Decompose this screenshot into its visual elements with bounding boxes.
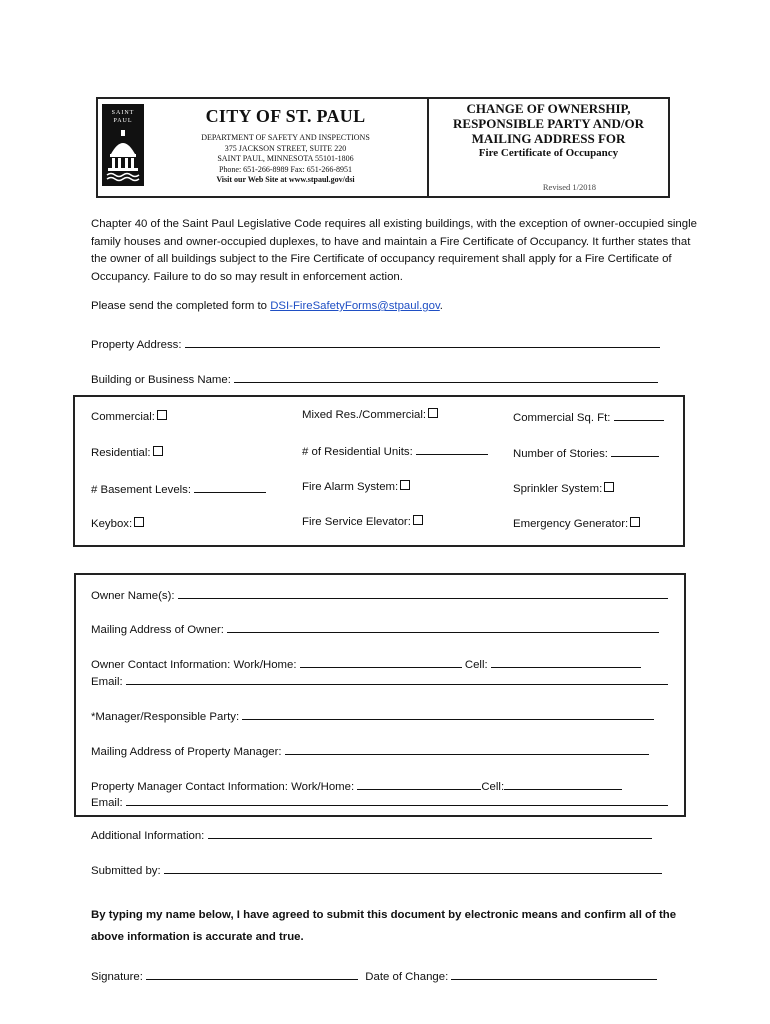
owner-names-field[interactable] — [178, 588, 668, 599]
commercial-row — [91, 410, 167, 423]
send-suffix: . — [439, 300, 443, 312]
seal-text-bottom: PAUL — [113, 118, 133, 124]
owner-names-row — [91, 588, 668, 602]
owner-email-field[interactable] — [126, 674, 668, 685]
city-name: CITY OF ST. PAUL — [205, 106, 366, 126]
revised-date: Revised 1/2018 — [542, 182, 596, 192]
mixed-row — [302, 408, 438, 421]
form-title-line-3: MAILING ADDRESS FOR — [471, 131, 626, 146]
signature-label: Signature: — [91, 971, 143, 983]
owner-email-row — [91, 674, 668, 688]
commercial-label: Commercial: — [91, 411, 155, 423]
send-instructions — [91, 298, 701, 316]
email-link[interactable]: DSI-FireSafetyForms@stpaul.gov — [270, 300, 440, 312]
building-name-row — [91, 372, 658, 386]
res-units-field[interactable] — [416, 444, 488, 455]
keybox-label: Keybox: — [91, 518, 133, 530]
manager-contact-row — [91, 779, 622, 793]
elevator-label: Fire Service Elevator: — [302, 516, 411, 528]
submitted-by-field[interactable] — [164, 863, 662, 874]
form-subtitle: Fire Certificate of Occupancy — [478, 147, 619, 159]
manager-cell-label: Cell: — [481, 781, 505, 793]
sprinkler-row — [513, 482, 614, 495]
website-line: Visit our Web Site at www.stpaul.gov/dsi — [216, 175, 355, 184]
additional-info-label: Additional Information: — [91, 830, 205, 842]
form-title-line-2: RESPONSIBLE PARTY AND/OR — [453, 116, 644, 131]
manager-email-label: Email: — [91, 797, 123, 809]
capitol-dome-icon — [105, 128, 141, 182]
commercial-sqft-row — [513, 410, 664, 424]
submitted-by-row — [91, 863, 662, 877]
residential-label: Residential: — [91, 447, 151, 459]
manager-work-field[interactable] — [357, 779, 481, 790]
agreement-statement: By typing my name below, I have agreed to submit this document by electronic means and confirm all of the above information is accurate and true. — [91, 909, 677, 943]
city-header-block — [98, 99, 429, 196]
mixed-checkbox[interactable] — [428, 408, 438, 418]
fire-alarm-checkbox[interactable] — [400, 480, 410, 490]
res-units-row — [302, 444, 488, 458]
sprinkler-label: Sprinkler System: — [513, 483, 603, 495]
intro-paragraph: Chapter 40 of the Saint Paul Legislative Code requires all existing buildings, with the exception of owner-occupied single family houses and owner-occupied duplexes, to have and maintain a Fire Certificate of Occupancy. It further states that the owner of all buildings subject to the Fire Certificate of occupancy requirement shall apply for a Fire Certificate of Occupancy. Failure to do so may result in enforcement action. — [91, 218, 697, 283]
seal-text-top: SAINT — [111, 110, 135, 116]
building-name-label: Building or Business Name: — [91, 374, 231, 386]
submitted-by-label: Submitted by: — [91, 865, 161, 877]
city-seal-logo — [102, 104, 144, 186]
property-address-label: Property Address: — [91, 339, 182, 351]
res-units-label: # of Residential Units: — [302, 446, 413, 458]
manager-cell-field[interactable] — [504, 779, 622, 790]
property-address-row — [91, 337, 660, 351]
elevator-checkbox[interactable] — [413, 515, 423, 525]
elevator-row — [302, 515, 423, 528]
city-state-zip: SAINT PAUL, MINNESOTA 55101-1806 — [217, 154, 354, 163]
form-header — [96, 97, 670, 198]
basement-row — [91, 482, 266, 496]
manager-contact-label: Property Manager Contact Information: Work/Home: — [91, 781, 355, 793]
basement-field[interactable] — [194, 482, 266, 493]
generator-checkbox[interactable] — [630, 517, 640, 527]
building-name-field[interactable] — [234, 372, 658, 383]
stories-row — [513, 446, 659, 460]
basement-label: # Basement Levels: — [91, 484, 192, 496]
stories-field[interactable] — [611, 446, 659, 457]
owner-cell-field[interactable] — [491, 657, 641, 668]
date-change-label: Date of Change: — [365, 971, 449, 983]
stories-label: Number of Stories: — [513, 448, 608, 460]
owner-email-label: Email: — [91, 676, 123, 688]
residential-checkbox[interactable] — [153, 446, 163, 456]
send-prefix: Please send the completed form to — [91, 300, 271, 312]
keybox-checkbox[interactable] — [134, 517, 144, 527]
building-details-box — [73, 395, 685, 547]
owner-contact-row — [91, 657, 641, 671]
form-title-line-1: CHANGE OF OWNERSHIP, — [466, 101, 631, 116]
additional-info-row — [91, 828, 652, 842]
owner-mailing-label: Mailing Address of Owner: — [91, 624, 224, 636]
signature-field[interactable] — [146, 969, 358, 980]
department-info — [144, 102, 427, 196]
owner-info-box — [74, 573, 686, 817]
owner-cell-label: Cell: — [464, 659, 488, 671]
generator-label: Emergency Generator: — [513, 518, 629, 530]
street-address: 375 JACKSON STREET, SUITE 220 — [224, 143, 347, 153]
mixed-label: Mixed Res./Commercial: — [302, 409, 427, 421]
owner-mailing-field[interactable] — [227, 622, 659, 633]
manager-label: *Manager/Responsible Party: — [91, 711, 240, 723]
commercial-checkbox[interactable] — [157, 410, 167, 420]
generator-row — [513, 517, 640, 530]
owner-mailing-row — [91, 622, 659, 636]
keybox-row — [91, 517, 144, 530]
manager-mailing-label: Mailing Address of Property Manager: — [91, 746, 282, 758]
signature-row — [91, 969, 657, 983]
department-name: DEPARTMENT OF SAFETY AND INSPECTIONS — [201, 133, 370, 142]
residential-row — [91, 446, 163, 459]
owner-work-field[interactable] — [300, 657, 462, 668]
manager-mailing-field[interactable] — [285, 744, 649, 755]
date-change-field[interactable] — [451, 969, 657, 980]
commercial-sqft-label: Commercial Sq. Ft: — [513, 412, 611, 424]
form-title-block — [429, 99, 668, 196]
sprinkler-checkbox[interactable] — [604, 482, 614, 492]
fire-alarm-label: Fire Alarm System: — [302, 481, 399, 493]
manager-field[interactable] — [242, 709, 654, 720]
manager-mailing-row — [91, 744, 649, 758]
fire-alarm-row — [302, 480, 410, 493]
additional-info-field[interactable] — [208, 828, 652, 839]
property-address-field[interactable] — [185, 337, 660, 348]
owner-contact-label: Owner Contact Information: Work/Home: — [91, 659, 297, 671]
phone-fax: Phone: 651-266-8989 Fax: 651-266-8951 — [218, 164, 353, 174]
commercial-sqft-field[interactable] — [614, 410, 664, 421]
owner-names-label: Owner Name(s): — [91, 590, 175, 602]
manager-email-row — [91, 795, 668, 809]
manager-row — [91, 709, 654, 723]
manager-email-field[interactable] — [126, 795, 668, 806]
